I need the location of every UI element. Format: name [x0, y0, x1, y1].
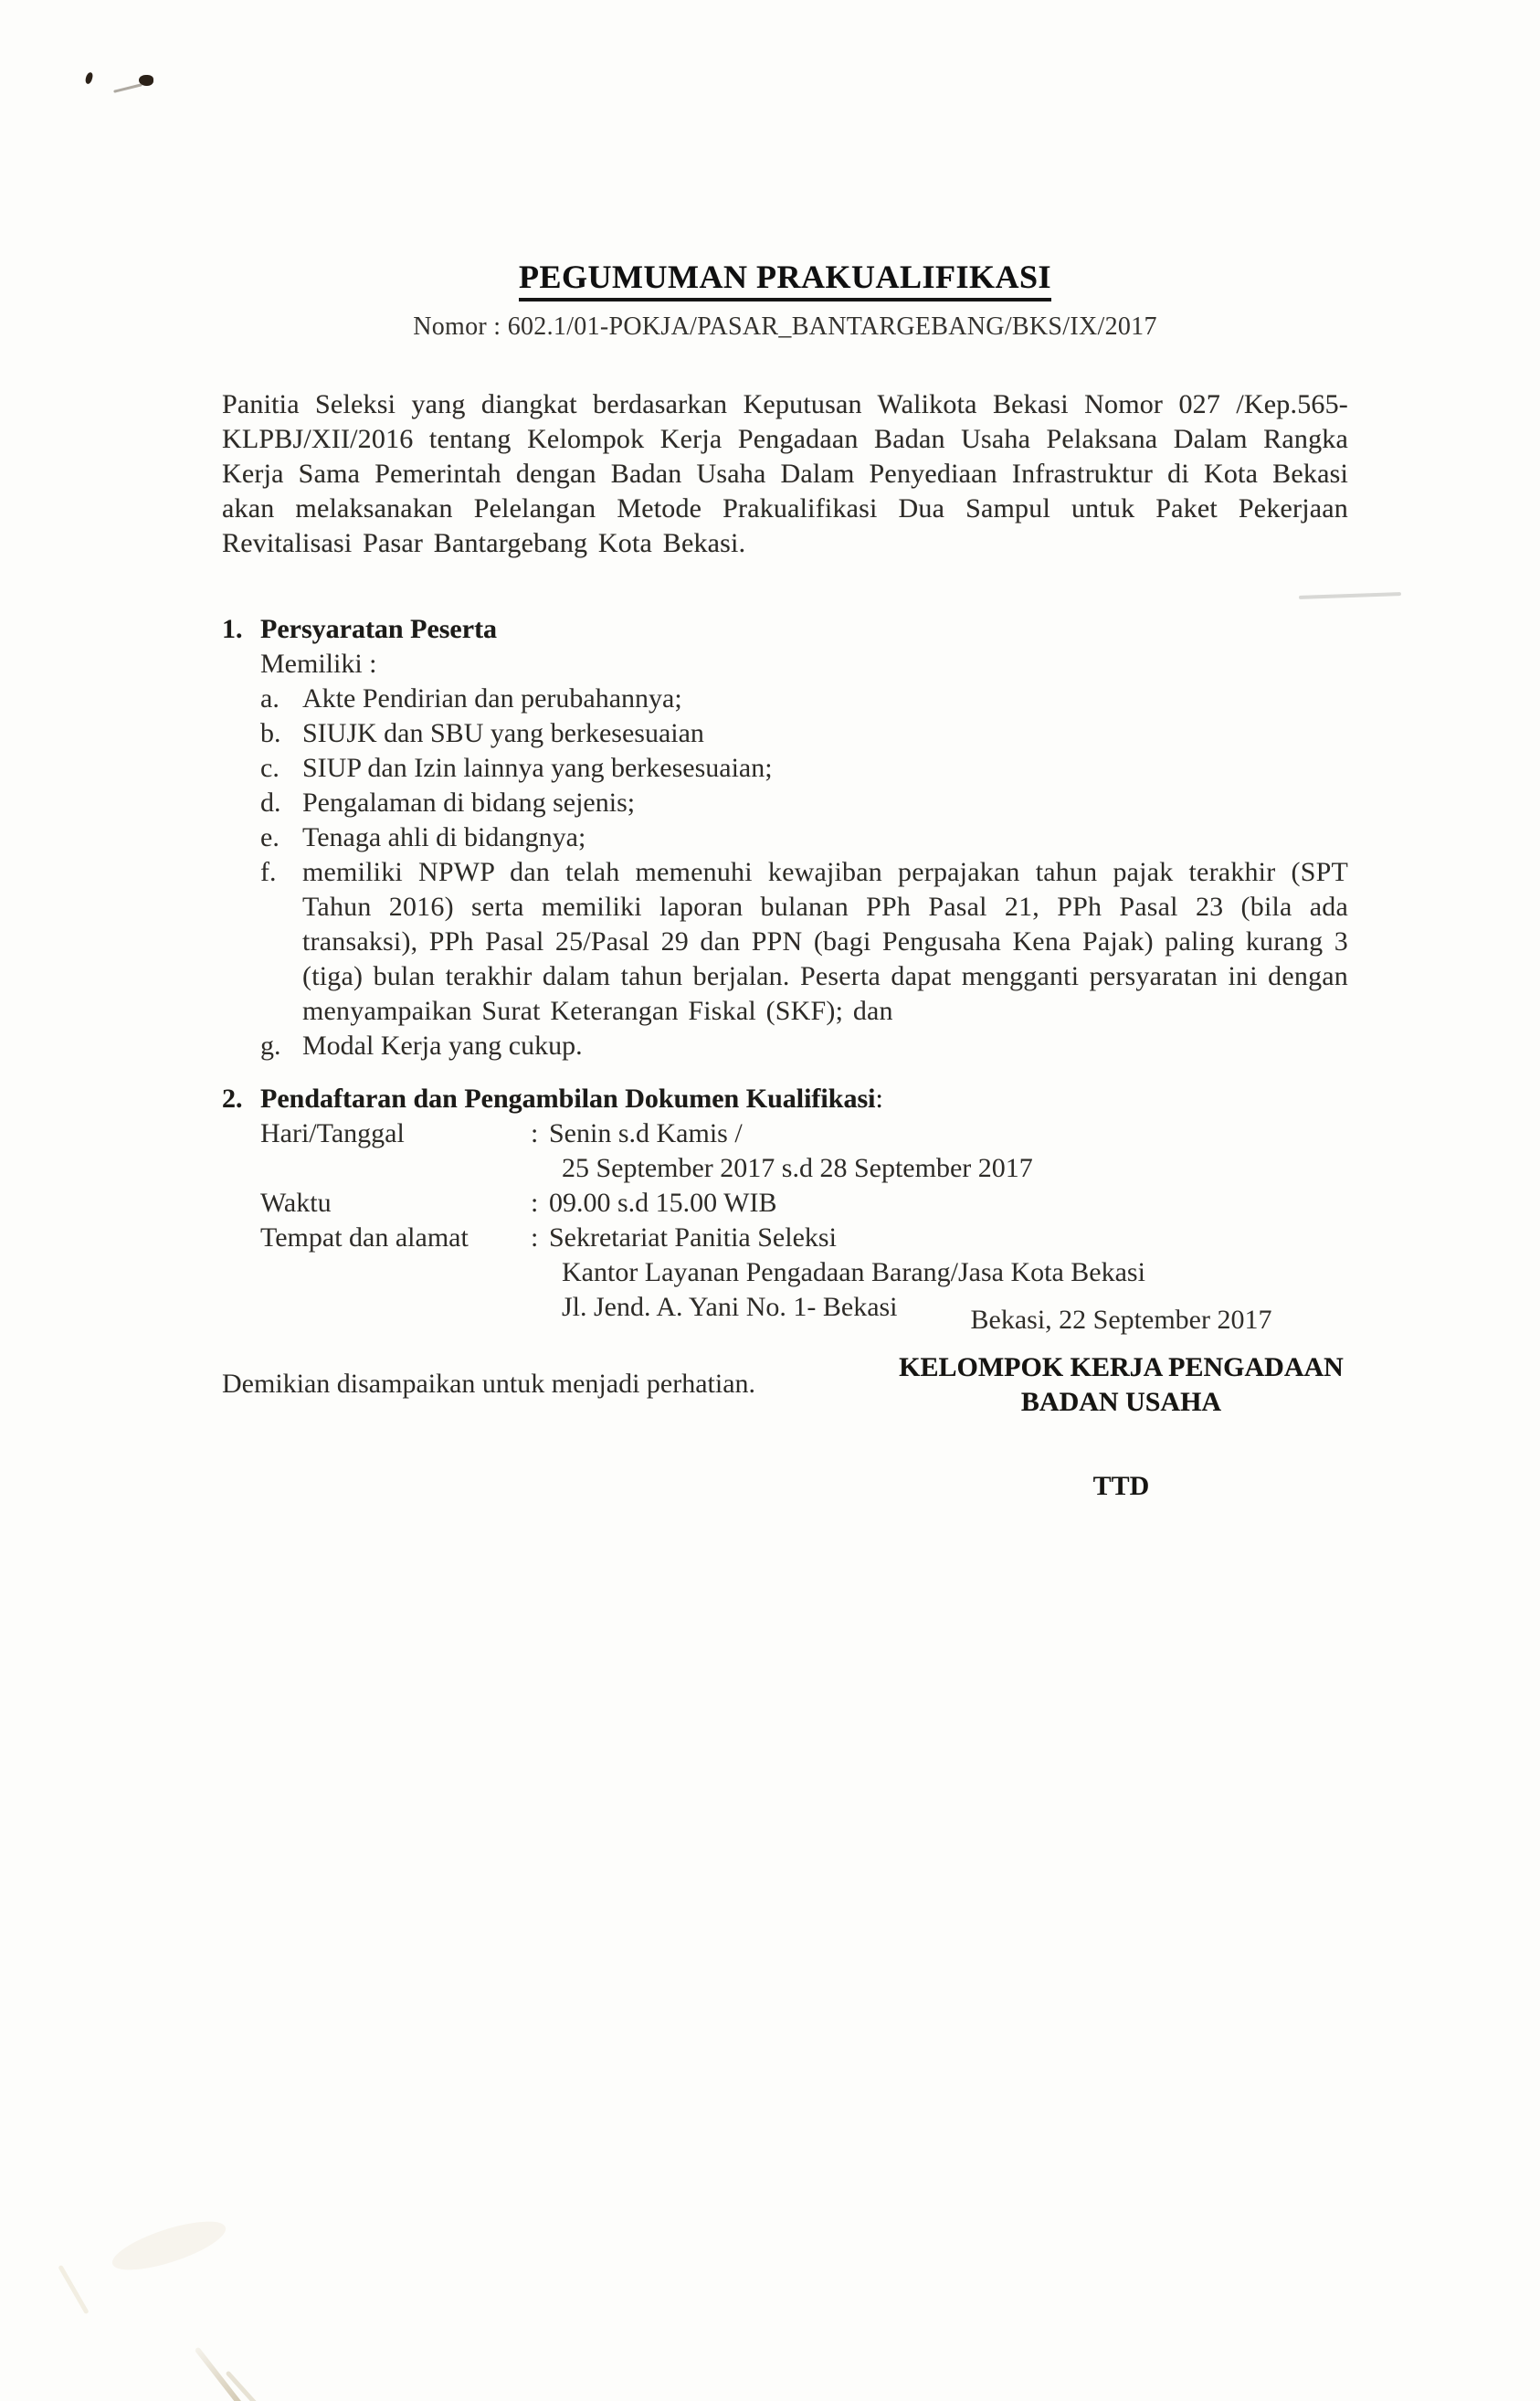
section-2-title-text: Pendaftaran dan Pengambilan Dokumen Kualifikasi — [260, 1084, 876, 1114]
document-content — [222, 258, 1348, 1401]
section-2-number: 2. — [222, 1084, 243, 1114]
detail-value: Senin s.d Kamis / — [549, 1118, 743, 1148]
detail-value-continuation: Kantor Layanan Pengadaan Barang/Jasa Kota Bekasi — [562, 1257, 1145, 1287]
list-item — [260, 682, 1348, 716]
section-1-body — [222, 647, 1348, 1063]
list-item-text: memiliki NPWP dan telah memenuhi kewajiban perpajakan tahun pajak terakhir (SPT Tahun 2016) serta memiliki laporan bulanan PPh Pasal 21, PPh Pasal 23 (bila ada transaksi), PPh Pasal 25/Pasal 29 dan PPN (bagi Pengusaha Kena Pajak) paling kurang 3 (tiga) bulan terakhir dalam tahun berjalan. Peserta dapat mengganti persyaratan ini dengan menyampaikan Surat Keterangan Fiskal (SKF); dan — [302, 857, 1348, 1026]
detail-label: Tempat dan alamat — [260, 1222, 469, 1253]
ink-speck — [85, 71, 94, 84]
closing-statement: Demikian disampaikan untuk menjadi perhatian. — [222, 1369, 756, 1399]
list-item-letter: a. — [260, 683, 280, 714]
section-registration — [222, 1082, 1348, 1325]
list-item — [260, 716, 1348, 751]
section-2-title-colon: : — [875, 1084, 883, 1114]
list-item-letter: f. — [260, 857, 277, 887]
list-item-text: Akte Pendirian dan perubahannya; — [302, 683, 682, 714]
list-item-letter: e. — [260, 822, 280, 852]
section-1-number: 1. — [222, 614, 243, 644]
section-1-heading — [222, 612, 1348, 647]
section-1-intro: Memiliki : — [260, 649, 377, 679]
section-2-heading — [222, 1082, 1348, 1116]
list-item — [260, 786, 1348, 820]
detail-separator: : — [531, 1118, 539, 1148]
detail-row-day-date — [260, 1116, 1348, 1151]
list-item — [260, 820, 1348, 855]
signature-block — [891, 1305, 1352, 1502]
scan-smudge — [108, 2212, 231, 2279]
signature-place-date: Bekasi, 22 September 2017 — [970, 1305, 1272, 1335]
signature-organization — [891, 1350, 1352, 1420]
list-item — [260, 751, 1348, 786]
detail-label: Waktu — [260, 1188, 332, 1218]
detail-value: Sekretariat Panitia Seleksi — [549, 1222, 837, 1253]
list-item-text: SIUP dan Izin lainnya yang berkesesuaian; — [302, 753, 773, 783]
title-block — [222, 258, 1348, 342]
list-item-letter: c. — [260, 753, 280, 783]
intro-paragraph: Panitia Seleksi yang diangkat berdasarkan Keputusan Walikota Bekasi Nomor 027 /Kep.565-KLPBJ/XII/2016 tentang Kelompok Kerja Pengadaan Badan Usaha Pelaksana Dalam Rangka Kerja Sama Pemerintah dengan Badan Usaha Dalam Penyediaan Infrastruktur di Kota Bekasi akan melaksanakan Pelelangan Metode Prakualifikasi Dua Sampul untuk Paket Pekerjaan Revitalisasi Pasar Bantargebang Kota Bekasi. — [222, 389, 1348, 558]
section-requirements — [222, 612, 1348, 1063]
signature-org-line2: BADAN USAHA — [1020, 1387, 1222, 1417]
registration-details — [222, 1116, 1348, 1325]
scan-scratch — [58, 2265, 89, 2314]
detail-value: 09.00 s.d 15.00 WIB — [549, 1188, 777, 1218]
list-item-letter: b. — [260, 718, 281, 748]
detail-separator: : — [531, 1222, 539, 1253]
ink-speck-tail — [113, 83, 142, 93]
list-item-text: Tenaga ahli di bidangnya; — [302, 822, 586, 852]
detail-separator: : — [531, 1188, 539, 1218]
list-item-text: Pengalaman di bidang sejenis; — [302, 788, 636, 818]
list-item-letter: g. — [260, 1031, 281, 1061]
detail-label: Hari/Tanggal — [260, 1118, 405, 1148]
section-1-title: Persyaratan Peserta — [260, 614, 498, 644]
list-item-text: Modal Kerja yang cukup. — [302, 1031, 583, 1061]
detail-value-continuation: 25 September 2017 s.d 28 September 2017 — [562, 1153, 1033, 1183]
list-item — [260, 855, 1348, 1029]
document-title: PEGUMUMAN PRAKUALIFIKASI — [519, 258, 1051, 301]
list-item-text: SIUJK dan SBU yang berkesesuaian — [302, 718, 704, 748]
list-item — [260, 1029, 1348, 1063]
detail-row-time — [260, 1186, 1348, 1221]
section-2-title — [260, 1082, 883, 1116]
detail-row-place — [260, 1221, 1348, 1255]
signature-org-line1: KELOMPOK KERJA PENGADAAN — [899, 1352, 1344, 1382]
document-number: Nomor : 602.1/01-POKJA/PASAR_BANTARGEBANG/BKS/IX/2017 — [413, 312, 1157, 341]
signature-ttd: TTD — [1092, 1471, 1150, 1501]
detail-value-continuation: Jl. Jend. A. Yani No. 1- Bekasi — [562, 1292, 898, 1322]
scan-scratch — [195, 2346, 243, 2401]
list-item-letter: d. — [260, 788, 281, 818]
